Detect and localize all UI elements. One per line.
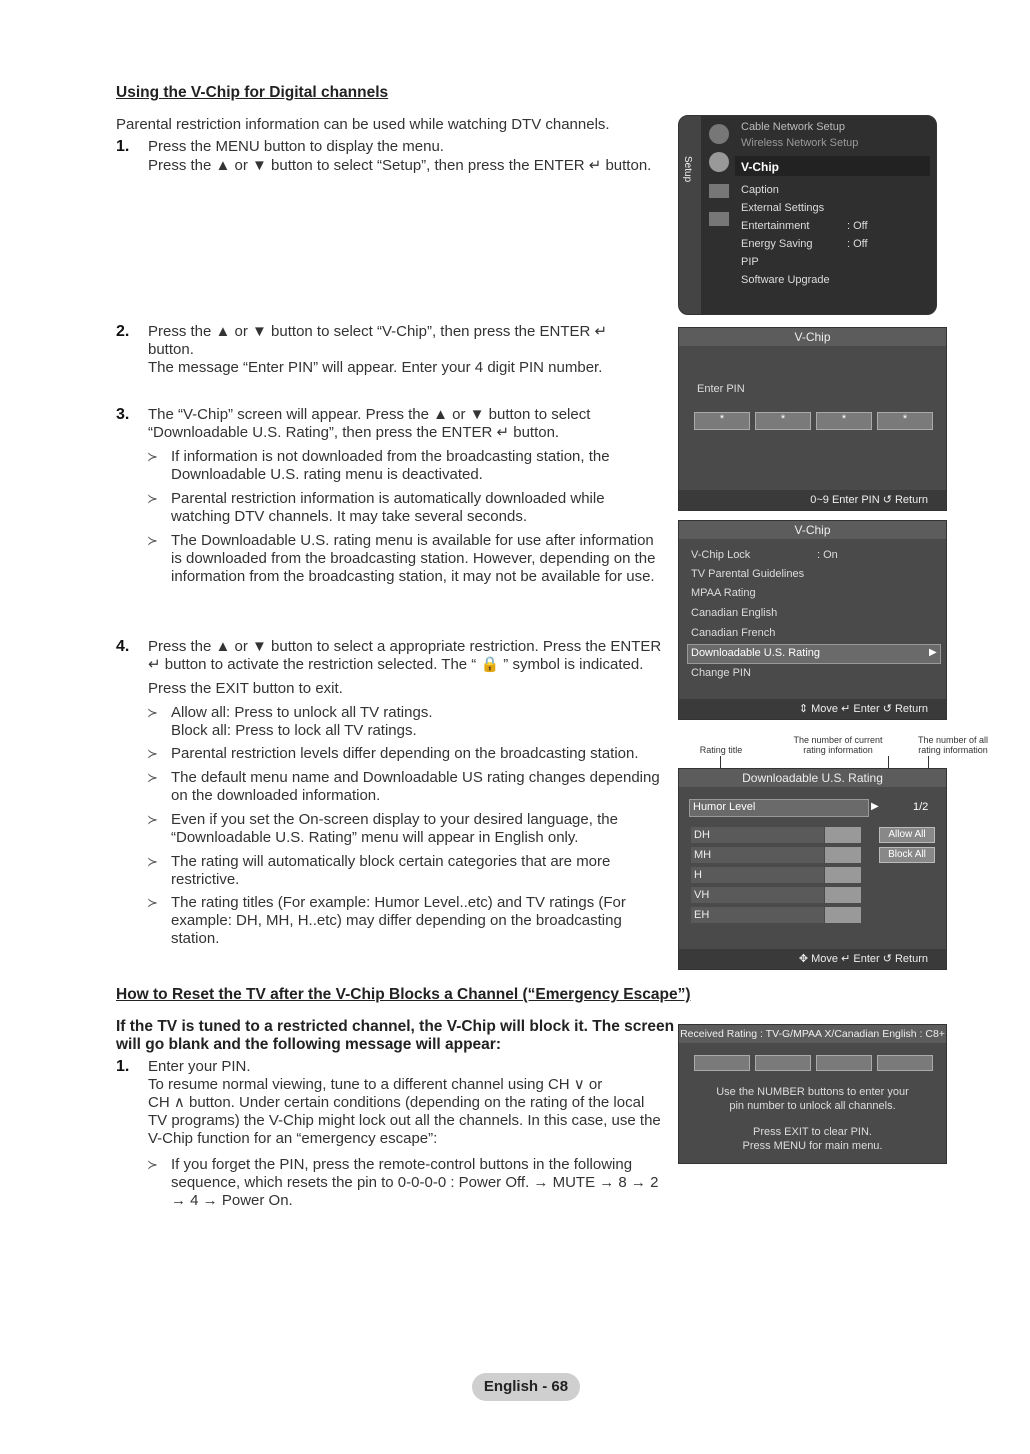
blocked-channel-screen <box>678 1024 947 1164</box>
menu-item[interactable]: Cable Network Setup <box>741 121 845 133</box>
step-text: Press the ▲ or ▼ button to select a appropriate restriction. Press the ENTER <box>148 638 662 655</box>
downloadable-rating-screen <box>678 768 947 970</box>
gear-icon <box>709 152 729 172</box>
pin-digit-box[interactable] <box>816 1055 872 1071</box>
setup-label: Setup <box>682 156 693 183</box>
annotation-rating-title: Rating title <box>699 745 743 755</box>
chevron-right-icon: ▶ <box>871 801 879 812</box>
step-text: Press the EXIT button to exit. <box>148 680 343 697</box>
setup-sidebar <box>679 116 701 314</box>
chevron-right-icon: ▶ <box>929 647 937 658</box>
menu-item[interactable]: PIP <box>741 256 759 268</box>
step-text: button. <box>148 341 194 358</box>
menu-item[interactable]: Change PIN <box>691 667 751 679</box>
menu-item[interactable]: Software Upgrade <box>741 274 830 286</box>
note-item: ≻ The rating will automatically block certain categories that are more restrictive. <box>171 853 610 889</box>
instruction-text: Use the NUMBER buttons to enter your pin number to unlock all channels. <box>716 1086 909 1112</box>
note-item: ≻ If information is not downloaded from the broadcasting station, the Downloadable U.S. rating menu is deactivated. <box>171 448 610 484</box>
pin-digit-box[interactable] <box>694 1055 750 1071</box>
note-item: ≻ The Downloadable U.S. rating menu is available for use after information is downloaded from the broadcasting station. However, depending on the information from the broadcasting station, it may not be available for use. <box>171 532 655 586</box>
menu-item-value: : Off <box>847 238 868 250</box>
menu-item[interactable]: Canadian English <box>691 607 778 619</box>
note-item: ≻ Parental restriction information is automatically downloaded while watching DTV channels. It may take several seconds. <box>171 490 605 526</box>
app-icon <box>709 212 729 226</box>
pin-digit-box[interactable]: * <box>755 412 811 430</box>
rating-lock-cell[interactable] <box>825 887 861 903</box>
step-number: 2. <box>116 323 130 340</box>
step-number: 3. <box>116 406 130 423</box>
note-item: ≻ Allow all: Press to unlock all TV ratings. Block all: Press to lock all TV ratings. <box>171 704 433 740</box>
menu-item[interactable]: Energy Saving <box>741 238 813 250</box>
pin-digit-box[interactable] <box>877 1055 933 1071</box>
pin-digit-box[interactable] <box>755 1055 811 1071</box>
screen-footer: ⇕ Move ↵ Enter ↺ Return <box>679 699 946 719</box>
section-heading: How to Reset the TV after the V-Chip Blocks a Channel (“Emergency Escape”) <box>116 986 691 1003</box>
input-icon <box>709 184 729 198</box>
annotation-all: The number of all rating information <box>917 735 989 755</box>
menu-item[interactable]: Canadian French <box>691 627 776 639</box>
menu-item[interactable]: Entertainment <box>741 220 810 232</box>
screen-title: Downloadable U.S. Rating <box>679 769 946 787</box>
enter-pin-screen <box>678 327 947 511</box>
menu-item[interactable]: V-Chip Lock <box>691 549 751 561</box>
step-text: Enter your PIN. To resume normal viewing, tune to a different channel using CH ∨ or CH ∧ button. Under certain conditions (depending on the rating of the local TV programs) the V-Chip might lock out all the channels. In this case, use the V-Chip function for an “emergency escape”: <box>148 1058 661 1147</box>
screen-title: V-Chip <box>679 521 946 539</box>
pin-digit-box[interactable]: * <box>877 412 933 430</box>
note-item: ≻ The default menu name and Downloadable US rating changes depending on the downloaded information. <box>171 769 660 805</box>
screen-footer: ✥ Move ↵ Enter ↺ Return <box>679 949 946 969</box>
block-all-button[interactable]: Block All <box>879 847 935 863</box>
step-text: ↵ button to activate the restriction selected. The “ 🔒 ” symbol is indicated. <box>148 656 644 673</box>
screen-footer: 0~9 Enter PIN ↺ Return <box>679 490 946 510</box>
instruction-text: Press EXIT to clear PIN. Press MENU for main menu. <box>742 1126 883 1152</box>
note-item: ≻ If you forget the PIN, press the remote-control buttons in the following sequence, which resets the pin to 0-0-0-0 : Power Off. → MUTE → 8 → 2 → 4 → Power On. <box>171 1156 658 1210</box>
rating-lock-cell[interactable] <box>825 907 861 923</box>
setup-menu-screen <box>678 115 937 315</box>
rating-lock-cell[interactable] <box>825 847 861 863</box>
menu-icon <box>709 124 729 144</box>
step-text: Press the ▲ or ▼ button to select “V-Chip”, then press the ENTER ↵ <box>148 323 608 340</box>
menu-item[interactable]: TV Parental Guidelines <box>691 568 805 580</box>
rating-row[interactable]: VH <box>691 887 824 903</box>
intro-text: Parental restriction information can be used while watching DTV channels. <box>116 116 610 133</box>
vchip-menu-screen <box>678 520 947 720</box>
allow-all-button[interactable]: Allow All <box>879 827 935 843</box>
step-text: “Downloadable U.S. Rating”, then press the ENTER ↵ button. <box>148 424 560 441</box>
menu-item[interactable]: External Settings <box>741 202 825 214</box>
page-indicator: 1/2 <box>913 801 929 813</box>
menu-item-value: : On <box>817 549 838 561</box>
note-item: ≻ Parental restriction levels differ depending on the broadcasting station. <box>171 745 639 763</box>
menu-item[interactable]: Wireless Network Setup <box>741 137 859 149</box>
annotation-current: The number of current rating information <box>793 735 883 755</box>
section-heading: Using the V-Chip for Digital channels <box>116 84 389 101</box>
menu-item-vchip[interactable]: V-Chip <box>741 160 779 174</box>
rating-row[interactable]: MH <box>691 847 824 863</box>
pin-label: Enter PIN <box>697 383 745 395</box>
menu-item-downloadable[interactable]: Downloadable U.S. Rating <box>691 647 821 659</box>
step-number: 4. <box>116 638 130 655</box>
pin-digit-box[interactable]: * <box>694 412 750 430</box>
menu-item-value: : Off <box>847 220 868 232</box>
received-rating-title: Received Rating : TV-G/MPAA X/Canadian English : C8+ <box>679 1025 946 1043</box>
rating-row[interactable]: H <box>691 867 824 883</box>
page-number: English - 68 <box>472 1373 580 1401</box>
note-item: ≻ Even if you set the On-screen display to your desired language, the “Downloadable U.S. Rating” menu will appear in English only. <box>171 811 618 847</box>
rating-lock-cell[interactable] <box>825 827 861 843</box>
pin-digit-box[interactable]: * <box>816 412 872 430</box>
step-text: The message “Enter PIN” will appear. Enter your 4 digit PIN number. <box>148 359 603 376</box>
step-number: 1. <box>116 138 130 155</box>
rating-title[interactable]: Humor Level <box>693 801 756 813</box>
rating-row[interactable]: EH <box>691 907 824 923</box>
step-text: Press the ▲ or ▼ button to select “Setup”, then press the ENTER ↵ button. <box>148 157 652 174</box>
note-item: ≻ The rating titles (For example: Humor Level..etc) and TV ratings (For example: DH, MH, H..etc) may differ depending on the broadcasting station. <box>171 894 626 948</box>
rating-row[interactable]: DH <box>691 827 824 843</box>
intro-text: If the TV is tuned to a restricted channel, the V-Chip will block it. The screen will go blank and the following message will appear: <box>116 1018 675 1053</box>
rating-lock-cell[interactable] <box>825 867 861 883</box>
screen-title: V-Chip <box>679 328 946 346</box>
menu-item[interactable]: MPAA Rating <box>691 587 756 599</box>
menu-item[interactable]: Caption <box>741 184 779 196</box>
step-number: 1. <box>116 1058 130 1075</box>
step-text: The “V-Chip” screen will appear. Press the ▲ or ▼ button to select <box>148 406 591 423</box>
step-text: Press the MENU button to display the menu. <box>148 138 444 155</box>
